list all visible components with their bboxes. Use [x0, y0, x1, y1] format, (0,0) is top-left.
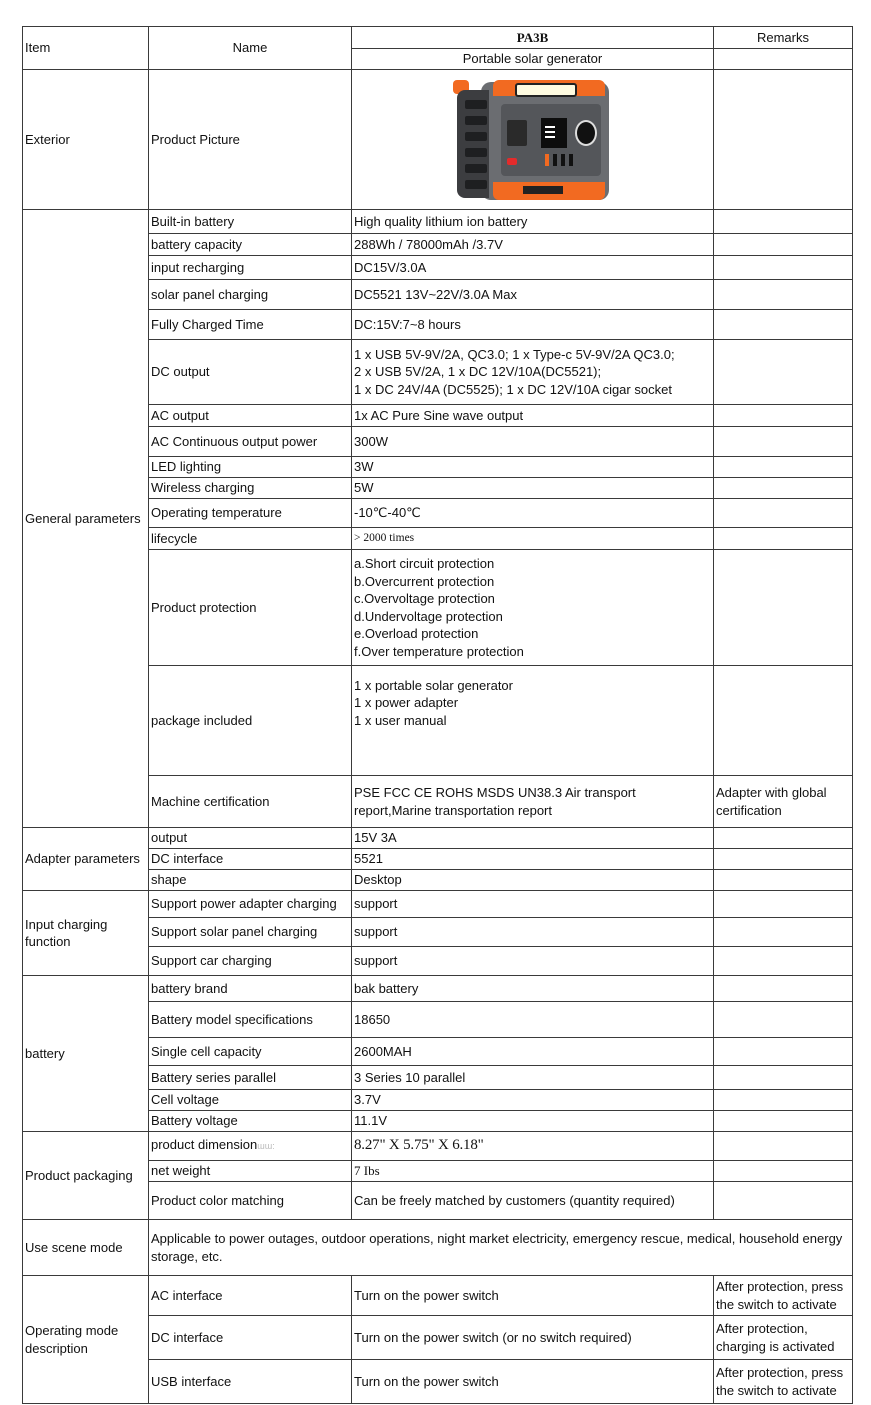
- product-picture: [453, 74, 613, 206]
- package-item: 1 x user manual: [354, 712, 447, 728]
- row-remark: [714, 1038, 853, 1066]
- row-value: bak battery: [352, 976, 714, 1002]
- row-value: DC5521 13V~22V/3.0A Max: [352, 280, 714, 310]
- row-remark: [714, 1090, 853, 1111]
- row-remark: [714, 427, 853, 457]
- row-remark: [714, 210, 853, 234]
- table-row: [23, 828, 853, 849]
- section-label-input-charging: Input charging function: [23, 891, 149, 976]
- row-value: Desktop: [352, 870, 714, 891]
- row-value: PSE FCC CE ROHS MSDS UN38.3 Air transport report,Marine transportation report: [352, 776, 714, 828]
- table-row: [23, 1276, 853, 1316]
- row-value: 11.1V: [352, 1111, 714, 1132]
- row-remark: After protection, press the switch to activate: [714, 1276, 853, 1316]
- header-model: PA3B: [352, 27, 714, 49]
- row-name: Product Picture: [149, 70, 352, 210]
- row-remark: [714, 828, 853, 849]
- row-name: Built-in battery: [149, 210, 352, 234]
- row-name: Battery model specifications: [149, 1002, 352, 1038]
- row-remark: [714, 280, 853, 310]
- table-row: [23, 976, 853, 1002]
- row-name: Product protection: [149, 550, 352, 666]
- row-remark: [714, 870, 853, 891]
- row-name: Battery voltage: [149, 1111, 352, 1132]
- section-label-general: General parameters: [23, 210, 149, 828]
- row-value-multiline: [352, 666, 714, 776]
- header-remarks: Remarks: [714, 27, 853, 49]
- wireless-pad-graphic: [575, 120, 597, 146]
- row-name: Cell voltage: [149, 1090, 352, 1111]
- row-value: support: [352, 947, 714, 976]
- protection-item: f.Over temperature protection: [354, 643, 524, 659]
- row-value: 5521: [352, 849, 714, 870]
- row-value: Turn on the power switch: [352, 1276, 714, 1316]
- row-remark: [714, 1161, 853, 1182]
- table-row: [23, 1132, 853, 1161]
- table-row: [23, 1220, 853, 1276]
- dc-output-line: 1 x USB 5V-9V/2A, QC3.0; 1 x Type-c 5V-9V/2A QC3.0;: [354, 346, 675, 362]
- row-remark: [714, 256, 853, 280]
- row-name: lifecycle: [149, 528, 352, 550]
- row-value: Turn on the power switch: [352, 1360, 714, 1404]
- row-name: DC output: [149, 340, 352, 405]
- spec-table: [22, 26, 853, 1404]
- brand-logo-graphic: [523, 186, 563, 194]
- row-remark: [714, 918, 853, 947]
- row-remark: [714, 891, 853, 918]
- header-product-type: Portable solar generator: [352, 49, 714, 70]
- row-remark: [714, 1182, 853, 1220]
- row-remark: [714, 666, 853, 776]
- row-name: Wireless charging: [149, 478, 352, 499]
- row-name: USB interface: [149, 1360, 352, 1404]
- power-switch-graphic: [507, 158, 517, 165]
- package-item: 1 x power adapter: [354, 695, 459, 711]
- row-remark: [714, 478, 853, 499]
- row-name: Battery series parallel: [149, 1066, 352, 1090]
- protection-item: a.Short circuit protection: [354, 556, 495, 571]
- row-remark: [714, 499, 853, 528]
- row-remark: [714, 1002, 853, 1038]
- ac-socket-graphic: [507, 120, 527, 146]
- row-remark: [714, 310, 853, 340]
- row-name-text: product dimension: [151, 1137, 258, 1153]
- row-remark: [714, 550, 853, 666]
- row-name: Support solar panel charging: [149, 918, 352, 947]
- row-name: Support power adapter charging: [149, 891, 352, 918]
- row-value: 5W: [352, 478, 714, 499]
- header-name: Name: [149, 27, 352, 70]
- row-value: > 2000 times: [352, 528, 714, 550]
- row-remark: [714, 1111, 853, 1132]
- row-remark: [714, 70, 853, 210]
- row-remark: After protection, press the switch to activate: [714, 1360, 853, 1404]
- row-value: 288Wh / 78000mAh /3.7V: [352, 234, 714, 256]
- row-value-multiline: [352, 550, 714, 666]
- row-remark: Adapter with global certification: [714, 776, 853, 828]
- row-value: Turn on the power switch (or no switch required): [352, 1316, 714, 1360]
- row-remark: [714, 234, 853, 256]
- row-remark: [714, 1066, 853, 1090]
- row-remark: [714, 528, 853, 550]
- section-label-exterior: Exterior: [23, 70, 149, 210]
- row-name: Fully Charged Time: [149, 310, 352, 340]
- row-value: 300W: [352, 427, 714, 457]
- protection-item: d.Undervoltage protection: [354, 608, 503, 624]
- row-name: AC interface: [149, 1276, 352, 1316]
- package-item: 1 x portable solar generator: [354, 677, 513, 693]
- row-name: AC output: [149, 405, 352, 427]
- row-value: 15V 3A: [352, 828, 714, 849]
- section-label-battery: battery: [23, 976, 149, 1132]
- row-value: 3W: [352, 457, 714, 478]
- row-value: 8.27" X 5.75" X 6.18": [352, 1132, 714, 1161]
- section-label-adapter: Adapter parameters: [23, 828, 149, 891]
- row-name: battery capacity: [149, 234, 352, 256]
- header-remarks-empty: [714, 49, 853, 70]
- dc-output-line: 1 x DC 24V/4A (DC5525); 1 x DC 12V/10A cigar socket: [354, 381, 672, 397]
- row-value: -10℃-40℃: [352, 499, 714, 528]
- row-name: input recharging: [149, 256, 352, 280]
- scan-artifact: ɯɯ:: [257, 1141, 275, 1152]
- row-name: Product color matching: [149, 1182, 352, 1220]
- use-scene-value: Applicable to power outages, outdoor operations, night market electricity, emergency rescue, medical, household energy storage, etc.: [149, 1220, 853, 1276]
- row-value: 7 Ibs: [352, 1161, 714, 1182]
- protection-item: e.Overload protection: [354, 626, 479, 641]
- row-value: DC15V/3.0A: [352, 256, 714, 280]
- row-value: DC:15V:7~8 hours: [352, 310, 714, 340]
- row-value: 3.7V: [352, 1090, 714, 1111]
- row-value: 3 Series 10 parallel: [352, 1066, 714, 1090]
- row-value: 1x AC Pure Sine wave output: [352, 405, 714, 427]
- table-row: [23, 891, 853, 918]
- row-name: package included: [149, 666, 352, 776]
- header-row: [23, 27, 853, 49]
- dc-output-line: 2 x USB 5V/2A, 1 x DC 12V/10A(DC5521);: [354, 364, 602, 380]
- row-remark: After protection, charging is activated: [714, 1316, 853, 1360]
- row-value: High quality lithium ion battery: [352, 210, 714, 234]
- protection-item: b.Overcurrent protection: [354, 573, 495, 589]
- row-value: 18650: [352, 1002, 714, 1038]
- table-row: [23, 210, 853, 234]
- row-name: LED lighting: [149, 457, 352, 478]
- side-vent-graphic: [457, 90, 489, 198]
- row-name: AC Continuous output power: [149, 427, 352, 457]
- row-name: [149, 1132, 352, 1161]
- row-remark: [714, 405, 853, 427]
- row-remark: [714, 457, 853, 478]
- row-value-multiline: [352, 340, 714, 405]
- product-picture-cell: [352, 70, 714, 210]
- row-remark: [714, 1132, 853, 1161]
- section-label-use-scene: Use scene mode: [23, 1220, 149, 1276]
- row-name: Operating temperature: [149, 499, 352, 528]
- row-name: shape: [149, 870, 352, 891]
- exterior-row: [23, 70, 853, 210]
- row-value: support: [352, 891, 714, 918]
- protection-item: c.Overvoltage protection: [354, 591, 495, 606]
- row-name: Support car charging: [149, 947, 352, 976]
- row-value: Can be freely matched by customers (quantity required): [352, 1182, 714, 1220]
- row-remark: [714, 947, 853, 976]
- row-name: DC interface: [149, 849, 352, 870]
- row-name: net weight: [149, 1161, 352, 1182]
- header-item: Item: [23, 27, 149, 70]
- row-name: DC interface: [149, 1316, 352, 1360]
- row-remark: [714, 849, 853, 870]
- row-remark: [714, 340, 853, 405]
- section-label-packaging: Product packaging: [23, 1132, 149, 1220]
- led-light-graphic: [515, 83, 577, 97]
- display-screen-graphic: [541, 118, 567, 148]
- row-name: Single cell capacity: [149, 1038, 352, 1066]
- row-value: 2600MAH: [352, 1038, 714, 1066]
- row-name: solar panel charging: [149, 280, 352, 310]
- row-name: Machine certification: [149, 776, 352, 828]
- row-name: battery brand: [149, 976, 352, 1002]
- section-label-operating: Operating mode description: [23, 1276, 149, 1404]
- row-value: support: [352, 918, 714, 947]
- row-remark: [714, 976, 853, 1002]
- row-name: output: [149, 828, 352, 849]
